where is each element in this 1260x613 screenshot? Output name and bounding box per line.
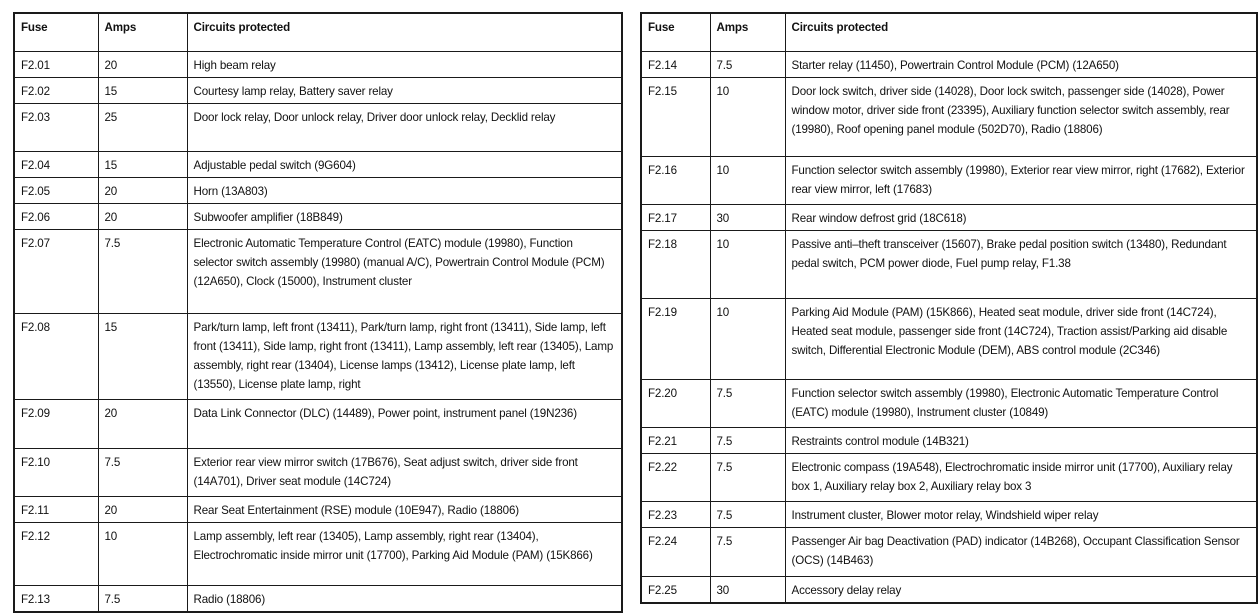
table-row	[14, 78, 622, 104]
circuits-cell: Adjustable pedal switch (9G604)	[187, 152, 622, 178]
header-row	[14, 13, 622, 52]
amps-cell: 7.5	[710, 454, 785, 502]
circuits-cell: Accessory delay relay	[785, 577, 1257, 604]
circuits-cell: Passenger Air bag Deactivation (PAD) indicator (14B268), Occupant Classification Sensor (OCS) (14B463)	[785, 528, 1257, 577]
table-row	[641, 380, 1257, 428]
circuits-cell: Function selector switch assembly (19980), Electronic Automatic Temperature Control (EATC) module (19980), Instrument cluster (10849)	[785, 380, 1257, 428]
fuse-cell: F2.07	[14, 230, 98, 314]
table-row	[14, 178, 622, 204]
circuits-cell: Restraints control module (14B321)	[785, 428, 1257, 454]
amps-cell: 30	[710, 577, 785, 604]
fuse-cell: F2.09	[14, 400, 98, 449]
fuse-cell: F2.21	[641, 428, 710, 454]
fuse-cell: F2.15	[641, 78, 710, 157]
amps-cell: 30	[710, 205, 785, 231]
header-circuits: Circuits protected	[785, 13, 1257, 52]
circuits-cell: Electronic Automatic Temperature Control (EATC) module (19980), Function selector switch assembly (19980) (manual A/C), Powertrain Control Module (PCM) (12A650), Clock (15000), Instrument cluster	[187, 230, 622, 314]
amps-cell: 7.5	[710, 52, 785, 78]
fuse-cell: F2.04	[14, 152, 98, 178]
amps-cell: 20	[98, 204, 187, 230]
header-circuits: Circuits protected	[187, 13, 622, 52]
fuse-table-left	[13, 12, 623, 613]
fuse-cell: F2.03	[14, 104, 98, 152]
table-row	[14, 523, 622, 586]
circuits-cell: Subwoofer amplifier (18B849)	[187, 204, 622, 230]
table-row	[641, 577, 1257, 604]
table-row	[641, 428, 1257, 454]
circuits-cell: Rear Seat Entertainment (RSE) module (10E947), Radio (18806)	[187, 497, 622, 523]
table-row	[14, 204, 622, 230]
circuits-cell: Instrument cluster, Blower motor relay, Windshield wiper relay	[785, 502, 1257, 528]
header-fuse: Fuse	[14, 13, 98, 52]
fuse-cell: F2.11	[14, 497, 98, 523]
amps-cell: 7.5	[98, 586, 187, 613]
amps-cell: 20	[98, 178, 187, 204]
fuse-cell: F2.23	[641, 502, 710, 528]
fuse-cell: F2.25	[641, 577, 710, 604]
amps-cell: 10	[710, 231, 785, 299]
fuse-cell: F2.16	[641, 157, 710, 205]
header-row	[641, 13, 1257, 52]
circuits-cell: Starter relay (11450), Powertrain Control Module (PCM) (12A650)	[785, 52, 1257, 78]
header-amps: Amps	[98, 13, 187, 52]
table-row	[14, 314, 622, 400]
fuse-cell: F2.18	[641, 231, 710, 299]
circuits-cell: High beam relay	[187, 52, 622, 78]
table-row	[14, 497, 622, 523]
table-row	[641, 528, 1257, 577]
table-row	[641, 157, 1257, 205]
fuse-cell: F2.05	[14, 178, 98, 204]
header-amps: Amps	[710, 13, 785, 52]
amps-cell: 7.5	[710, 380, 785, 428]
circuits-cell: Horn (13A803)	[187, 178, 622, 204]
circuits-cell: Passive anti–theft transceiver (15607), Brake pedal position switch (13480), Redundant pedal switch, PCM power diode, Fuel pump relay, F1.38	[785, 231, 1257, 299]
header-fuse: Fuse	[641, 13, 710, 52]
table-row	[14, 586, 622, 613]
table-row	[14, 400, 622, 449]
fuse-cell: F2.06	[14, 204, 98, 230]
amps-cell: 20	[98, 52, 187, 78]
table-row	[14, 449, 622, 497]
fuse-cell: F2.01	[14, 52, 98, 78]
fuse-cell: F2.19	[641, 299, 710, 380]
fuse-cell: F2.02	[14, 78, 98, 104]
amps-cell: 7.5	[98, 449, 187, 497]
circuits-cell: Function selector switch assembly (19980), Exterior rear view mirror, right (17682), Exterior rear view mirror, left (17683)	[785, 157, 1257, 205]
table-row	[641, 52, 1257, 78]
circuits-cell: Park/turn lamp, left front (13411), Park/turn lamp, right front (13411), Side lamp, left front (13411), Side lamp, right front (13411), Lamp assembly, left rear (13405), Lamp assembly, right rear (13404), License lamps (13412), License plate lamp, left (13550), License plate lamp, right	[187, 314, 622, 400]
fuse-cell: F2.08	[14, 314, 98, 400]
fuse-cell: F2.24	[641, 528, 710, 577]
amps-cell: 10	[98, 523, 187, 586]
table-row	[641, 231, 1257, 299]
fuse-cell: F2.14	[641, 52, 710, 78]
fuse-cell: F2.13	[14, 586, 98, 613]
circuits-cell: Exterior rear view mirror switch (17B676), Seat adjust switch, driver side front (14A701), Driver seat module (14C724)	[187, 449, 622, 497]
amps-cell: 20	[98, 497, 187, 523]
amps-cell: 20	[98, 400, 187, 449]
amps-cell: 25	[98, 104, 187, 152]
amps-cell: 7.5	[710, 502, 785, 528]
fuse-table-right	[640, 12, 1258, 604]
circuits-cell: Rear window defrost grid (18C618)	[785, 205, 1257, 231]
amps-cell: 7.5	[98, 230, 187, 314]
amps-cell: 15	[98, 314, 187, 400]
table-row	[14, 152, 622, 178]
circuits-cell: Door lock switch, driver side (14028), Door lock switch, passenger side (14028), Power window motor, driver side front (23395), Auxiliary function selector switch assembly, rear (19980), Roof opening panel module (502D70), Radio (18806)	[785, 78, 1257, 157]
table-row	[14, 230, 622, 314]
amps-cell: 10	[710, 78, 785, 157]
fuse-cell: F2.10	[14, 449, 98, 497]
amps-cell: 7.5	[710, 428, 785, 454]
amps-cell: 7.5	[710, 528, 785, 577]
circuits-cell: Lamp assembly, left rear (13405), Lamp assembly, right rear (13404), Electrochromatic inside mirror unit (17700), Parking Aid Module (PAM) (15K866)	[187, 523, 622, 586]
circuits-cell: Courtesy lamp relay, Battery saver relay	[187, 78, 622, 104]
fuse-cell: F2.20	[641, 380, 710, 428]
table-row	[14, 52, 622, 78]
fuse-cell: F2.22	[641, 454, 710, 502]
table-row	[14, 104, 622, 152]
table-row	[641, 502, 1257, 528]
circuits-cell: Parking Aid Module (PAM) (15K866), Heated seat module, driver side front (14C724), Heated seat module, passenger side front (14C724), Traction assist/Parking aid disable switch, Differential Electronic Module (DEM), ABS control module (2C346)	[785, 299, 1257, 380]
fuse-cell: F2.12	[14, 523, 98, 586]
amps-cell: 10	[710, 299, 785, 380]
circuits-cell: Electronic compass (19A548), Electrochromatic inside mirror unit (17700), Auxiliary relay box 1, Auxiliary relay box 2, Auxiliary relay box 3	[785, 454, 1257, 502]
circuits-cell: Data Link Connector (DLC) (14489), Power point, instrument panel (19N236)	[187, 400, 622, 449]
table-row	[641, 205, 1257, 231]
amps-cell: 15	[98, 152, 187, 178]
circuits-cell: Radio (18806)	[187, 586, 622, 613]
fuse-cell: F2.17	[641, 205, 710, 231]
table-row	[641, 78, 1257, 157]
amps-cell: 15	[98, 78, 187, 104]
table-row	[641, 454, 1257, 502]
table-row	[641, 299, 1257, 380]
amps-cell: 10	[710, 157, 785, 205]
circuits-cell: Door lock relay, Door unlock relay, Driver door unlock relay, Decklid relay	[187, 104, 622, 152]
